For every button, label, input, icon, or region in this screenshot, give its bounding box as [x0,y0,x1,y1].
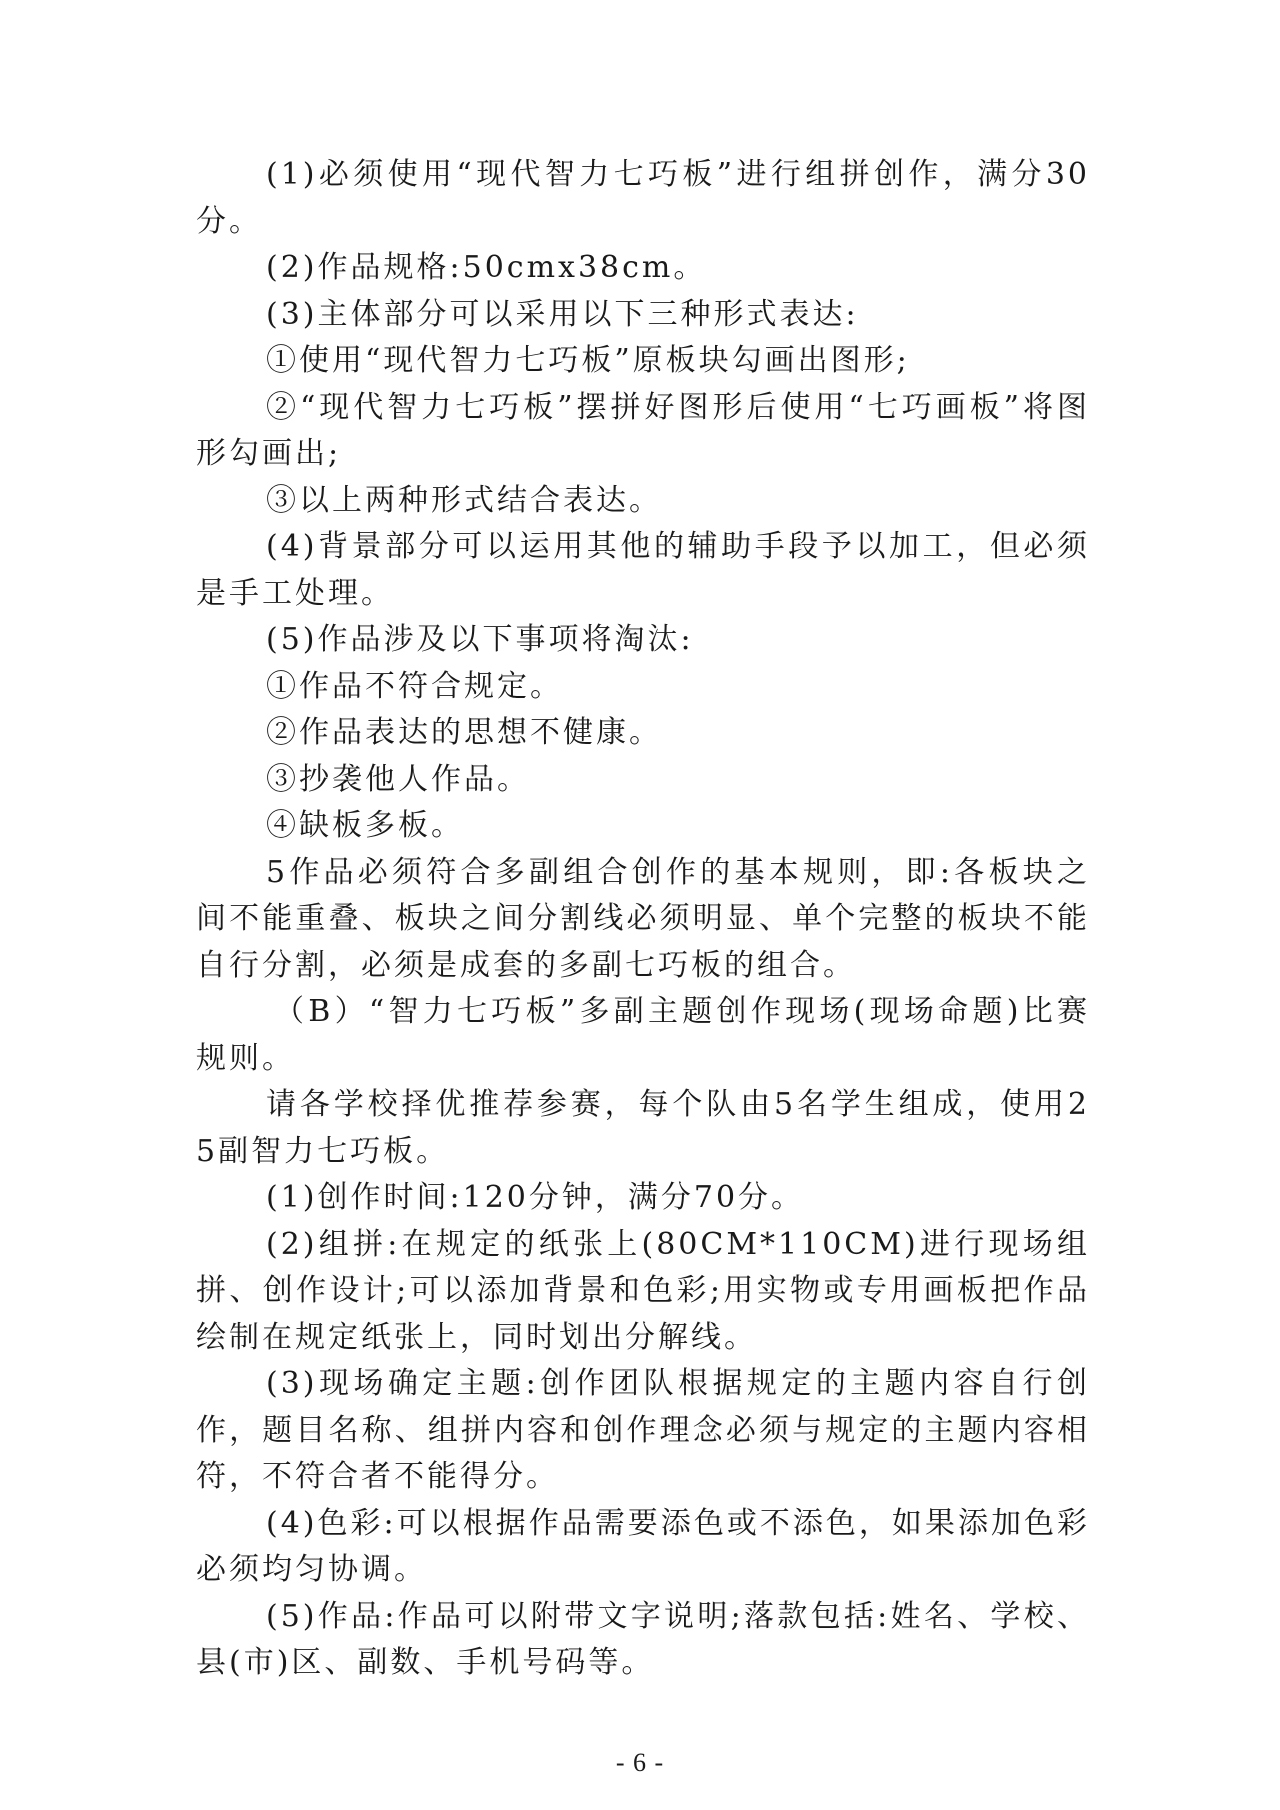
paragraph-team-requirement: 请各学校择优推荐参赛，每个队由5名学生组成，使用25副智力七巧板。 [196,1087,1090,1169]
paragraph-b-rule-2: (2)组拼:在规定的纸张上(80CM*110CM)进行现场组拼、创作设计;可以添加背景和色彩;用实物或专用画板把作品绘制在规定纸张上，同时划出分解线。 [196,1226,1090,1355]
paragraph-b-rule-5: (5)作品:作品可以附带文字说明;落款包括:姓名、学校、县(市)区、副数、手机号码等。 [196,1598,1090,1680]
paragraph-b-rule-3: (3)现场确定主题:创作团队根据规定的主题内容自行创作，题目名称、组拼内容和创作理念必须与规定的主题内容相符，不符合者不能得分。 [196,1366,1090,1494]
paragraph-rule-3: (3)主体部分可以采用以下三种形式表达: [266,296,859,332]
section-b-heading: （B）“智力七巧板”多副主题创作现场(现场命题)比赛规则。 [196,994,1090,1076]
paragraph-rule-5: (5)作品涉及以下事项将淘汰: [266,622,694,657]
paragraph-rule-2: (2)作品规格:50cmx38cm。 [266,250,707,285]
paragraph-rule-5-item-1: ①作品不符合规定。 [266,668,563,704]
paragraph-rule-3-option-1: ①使用“现代智力七巧板”原板块勾画出图形; [266,343,910,378]
paragraph-rule-3-option-2: ②“现代智力七巧板”摆拼好图形后使用“七巧画板”将图形勾画出; [196,389,1090,471]
paragraph-composition-rule: 5作品必须符合多副组合创作的基本规则，即:各板块之间不能重叠、板块之间分割线必须明显、单个完整的板块不能自行分割，必须是成套的多副七巧板的组合。 [196,854,1090,983]
paragraph-rule-3-option-3: ③以上两种形式结合表达。 [266,482,662,518]
paragraph-b-rule-4: (4)色彩:可以根据作品需要添色或不添色，如果添加色彩必须均匀协调。 [196,1505,1090,1587]
paragraph-b-rule-1: (1)创作时间:120分钟，满分70分。 [266,1180,805,1215]
paragraph-rule-5-item-3: ③抄袭他人作品。 [266,761,530,797]
page-number: - 6 - [615,1748,665,1777]
body-text [196,152,1090,1687]
paragraph-rule-5-item-4: ④缺板多板。 [266,808,464,843]
paragraph-rule-4: (4)背景部分可以运用其他的辅助手段予以加工，但必须是手工处理。 [196,529,1090,611]
paragraph-rule-5-item-2: ②作品表达的思想不健康。 [266,715,662,750]
paragraph-rule-1: (1)必须使用“现代智力七巧板”进行组拼创作，满分30分。 [196,157,1090,239]
